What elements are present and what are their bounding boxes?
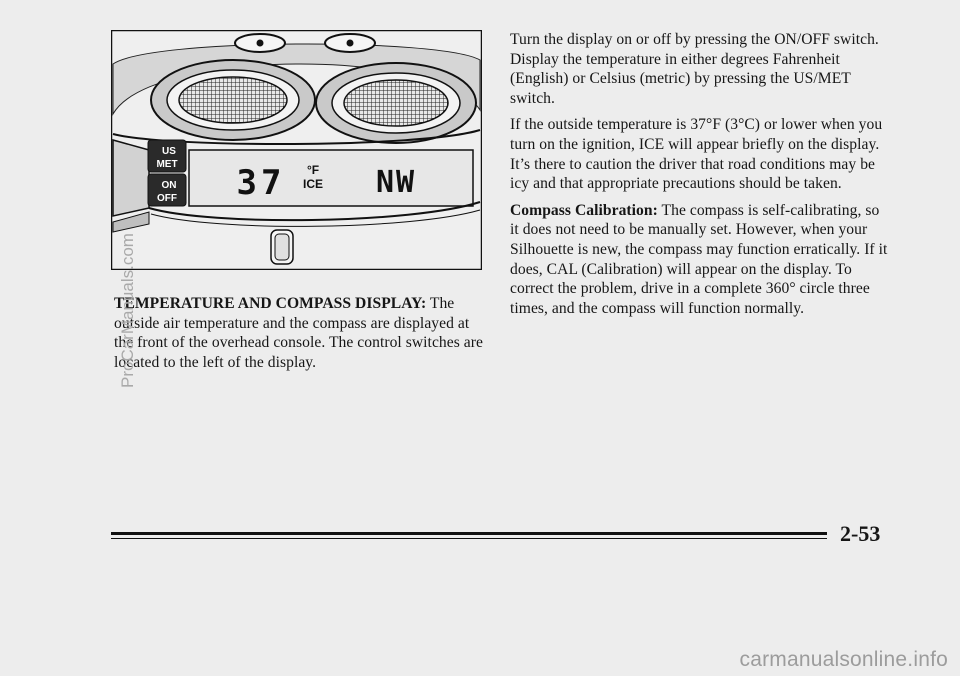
right-text-column bbox=[510, 30, 890, 325]
right-air-vent-icon bbox=[316, 63, 476, 143]
section-body: The outside air temperature and the compass are displayed at the front of the overhead console. The control switches are located to the left of the display. bbox=[114, 295, 483, 371]
us-button-label: US bbox=[162, 146, 176, 157]
footer-rule-thick bbox=[111, 532, 827, 535]
page-number: 2-53 bbox=[840, 521, 881, 546]
bottom-watermark: carmanualsonline.info bbox=[739, 648, 948, 671]
off-button-label: OFF bbox=[157, 193, 177, 204]
compass-heading-readout: NW bbox=[375, 165, 417, 200]
overhead-console-illustration bbox=[111, 30, 482, 270]
section-heading: TEMPERATURE AND COMPASS DISPLAY: bbox=[114, 295, 427, 312]
compass-calibration-body: The compass is self-calibrating, so it does not need to be manually set. However, when your Silhouette is new, the compass may function erratically. If it does, CAL (Calibration) will appear on the display. To correct the problem, drive in a complete 360° circle three times, and the compass will function normally. bbox=[510, 201, 888, 317]
on-off-switch-icon bbox=[148, 174, 186, 206]
display-switch-paragraph: Turn the display on or off by pressing the ON/OFF switch. Display the temperature in either degrees Fahrenheit (English) or Celsius (metric) by pressing the US/MET switch. bbox=[510, 31, 879, 107]
met-button-label: MET bbox=[156, 159, 178, 170]
ice-warning-paragraph: If the outside temperature is 37°F (3°C) or lower when you turn on the ignition, ICE will appear briefly on the display. It’s there to caution the driver that road conditions may be icy and that appropriate precautions should be taken. bbox=[510, 116, 883, 193]
footer-rule-thin bbox=[111, 538, 827, 539]
us-met-switch-icon bbox=[148, 140, 186, 172]
temperature-compass-paragraph bbox=[114, 294, 486, 372]
temperature-unit-label: °F bbox=[307, 163, 320, 177]
compass-calibration-heading: Compass Calibration: bbox=[510, 201, 658, 219]
right-lamp-icon bbox=[325, 34, 375, 52]
left-text-column bbox=[114, 294, 486, 379]
temperature-readout: 37 bbox=[236, 163, 286, 203]
left-lamp-icon bbox=[235, 34, 285, 52]
compass-calibration-paragraph bbox=[510, 201, 890, 319]
side-watermark-text: ProCarManuals.com bbox=[118, 233, 137, 388]
left-air-vent-icon bbox=[151, 60, 315, 140]
on-button-label: ON bbox=[161, 180, 177, 191]
ice-indicator: ICE bbox=[303, 177, 324, 191]
